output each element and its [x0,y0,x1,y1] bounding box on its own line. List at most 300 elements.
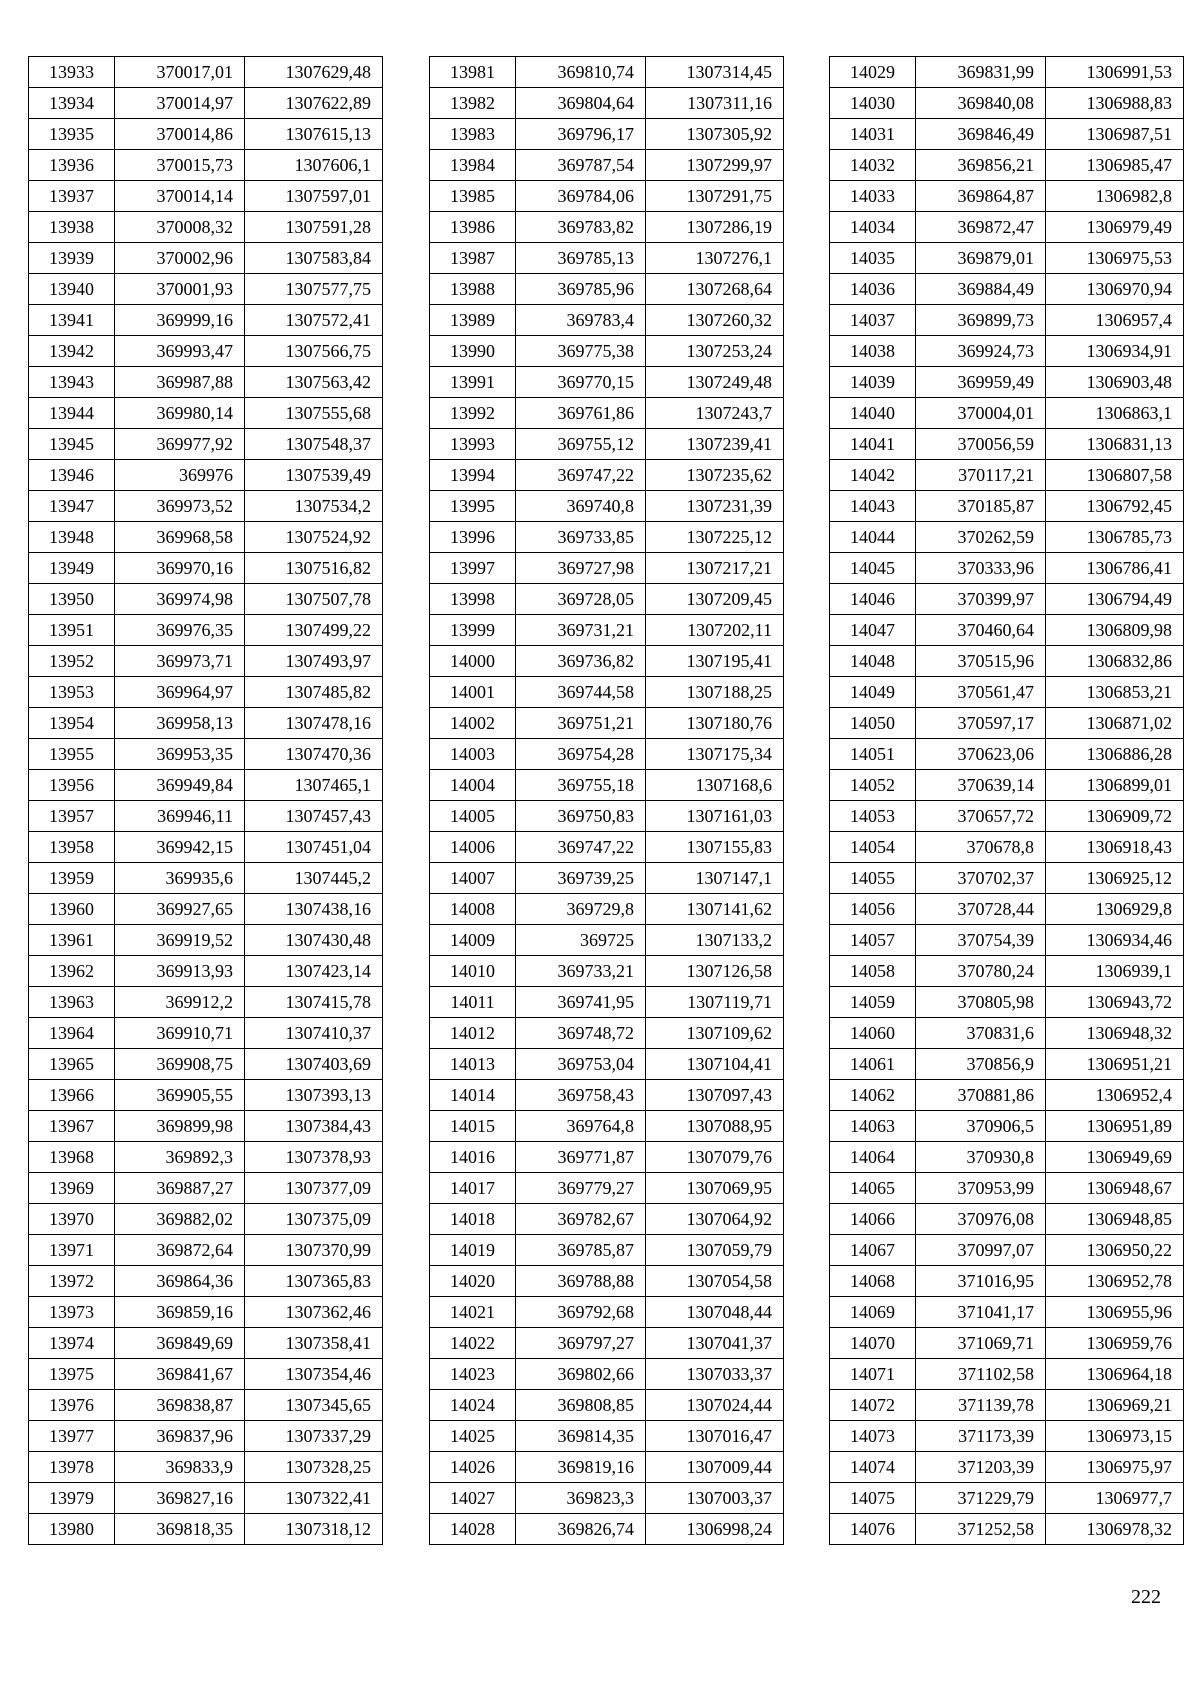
y-coordinate-cell: 1306948,67 [1046,1173,1184,1204]
y-coordinate-cell: 1306957,4 [1046,305,1184,336]
point-id-cell: 13959 [29,863,115,894]
y-coordinate-cell: 1307249,48 [646,367,784,398]
table-row [830,1049,1184,1080]
x-coordinate-cell: 369993,47 [115,336,245,367]
point-id-cell: 14003 [430,739,516,770]
y-coordinate-cell: 1307318,12 [245,1514,383,1545]
x-coordinate-cell: 369728,05 [516,584,646,615]
table-row [430,57,784,88]
y-coordinate-cell: 1306886,28 [1046,739,1184,770]
point-id-cell: 13976 [29,1390,115,1421]
point-id-cell: 13947 [29,491,115,522]
y-coordinate-cell: 1307155,83 [646,832,784,863]
table-row [29,801,383,832]
point-id-cell: 14033 [830,181,916,212]
y-coordinate-cell: 1306809,98 [1046,615,1184,646]
point-id-cell: 13997 [430,553,516,584]
y-coordinate-cell: 1306955,96 [1046,1297,1184,1328]
table-row [29,1514,383,1545]
x-coordinate-cell: 369808,85 [516,1390,646,1421]
x-coordinate-cell: 370014,14 [115,181,245,212]
y-coordinate-cell: 1307591,28 [245,212,383,243]
point-id-cell: 13972 [29,1266,115,1297]
table-row [830,1421,1184,1452]
y-coordinate-cell: 1306973,15 [1046,1421,1184,1452]
x-coordinate-cell: 371016,95 [916,1266,1046,1297]
x-coordinate-cell: 370754,39 [916,925,1046,956]
x-coordinate-cell: 370623,06 [916,739,1046,770]
x-coordinate-cell: 370001,93 [115,274,245,305]
table-row [430,1328,784,1359]
table-row [830,88,1184,119]
table-row [29,1390,383,1421]
x-coordinate-cell: 369744,58 [516,677,646,708]
x-coordinate-cell: 369892,3 [115,1142,245,1173]
table-row [430,305,784,336]
x-coordinate-cell: 370515,96 [916,646,1046,677]
point-id-cell: 13954 [29,708,115,739]
point-id-cell: 14018 [430,1204,516,1235]
y-coordinate-cell: 1306939,1 [1046,956,1184,987]
x-coordinate-cell: 369818,35 [115,1514,245,1545]
x-coordinate-cell: 369864,36 [115,1266,245,1297]
x-coordinate-cell: 371139,78 [916,1390,1046,1421]
point-id-cell: 13990 [430,336,516,367]
x-coordinate-cell: 369912,2 [115,987,245,1018]
y-coordinate-cell: 1307507,78 [245,584,383,615]
x-coordinate-cell: 369840,08 [916,88,1046,119]
x-coordinate-cell: 369973,71 [115,646,245,677]
table-row [830,1390,1184,1421]
table-row [430,1142,784,1173]
x-coordinate-cell: 370056,59 [916,429,1046,460]
y-coordinate-cell: 1307457,43 [245,801,383,832]
table-row [29,274,383,305]
x-coordinate-cell: 369884,49 [916,274,1046,305]
y-coordinate-cell: 1307337,29 [245,1421,383,1452]
x-coordinate-cell: 369837,96 [115,1421,245,1452]
y-coordinate-cell: 1307493,97 [245,646,383,677]
table-row [430,1514,784,1545]
x-coordinate-cell: 369783,4 [516,305,646,336]
coordinate-table-2 [429,56,784,1545]
y-coordinate-cell: 1307445,2 [245,863,383,894]
y-coordinate-cell: 1307606,1 [245,150,383,181]
point-id-cell: 13978 [29,1452,115,1483]
point-id-cell: 14071 [830,1359,916,1390]
point-id-cell: 14061 [830,1049,916,1080]
table-row [830,584,1184,615]
y-coordinate-cell: 1307377,09 [245,1173,383,1204]
y-coordinate-cell: 1307188,25 [646,677,784,708]
table-row [830,1142,1184,1173]
table-row [830,646,1184,677]
y-coordinate-cell: 1307403,69 [245,1049,383,1080]
x-coordinate-cell: 369959,49 [916,367,1046,398]
y-coordinate-cell: 1307054,58 [646,1266,784,1297]
point-id-cell: 14074 [830,1452,916,1483]
point-id-cell: 14037 [830,305,916,336]
x-coordinate-cell: 369872,47 [916,212,1046,243]
table-row [430,708,784,739]
point-id-cell: 13970 [29,1204,115,1235]
table-row [830,336,1184,367]
x-coordinate-cell: 369725 [516,925,646,956]
table-row [830,491,1184,522]
x-coordinate-cell: 369810,74 [516,57,646,88]
point-id-cell: 13985 [430,181,516,212]
table-row [29,491,383,522]
y-coordinate-cell: 1307195,41 [646,646,784,677]
x-coordinate-cell: 369814,35 [516,1421,646,1452]
table-row [830,801,1184,832]
table-row [29,119,383,150]
y-coordinate-cell: 1307430,48 [245,925,383,956]
point-id-cell: 14007 [430,863,516,894]
point-id-cell: 14026 [430,1452,516,1483]
table-row [430,553,784,584]
table-row [29,181,383,212]
y-coordinate-cell: 1306792,45 [1046,491,1184,522]
x-coordinate-cell: 371102,58 [916,1359,1046,1390]
table-row [430,1483,784,1514]
point-id-cell: 14029 [830,57,916,88]
y-coordinate-cell: 1307033,37 [646,1359,784,1390]
point-id-cell: 14005 [430,801,516,832]
point-id-cell: 14014 [430,1080,516,1111]
y-coordinate-cell: 1307375,09 [245,1204,383,1235]
point-id-cell: 14019 [430,1235,516,1266]
x-coordinate-cell: 369849,69 [115,1328,245,1359]
x-coordinate-cell: 369910,71 [115,1018,245,1049]
x-coordinate-cell: 369758,43 [516,1080,646,1111]
y-coordinate-cell: 1306871,02 [1046,708,1184,739]
y-coordinate-cell: 1306964,18 [1046,1359,1184,1390]
y-coordinate-cell: 1307516,82 [245,553,383,584]
table-row [830,181,1184,212]
x-coordinate-cell: 369908,75 [115,1049,245,1080]
y-coordinate-cell: 1307345,65 [245,1390,383,1421]
table-row [830,367,1184,398]
y-coordinate-cell: 1307225,12 [646,522,784,553]
x-coordinate-cell: 369833,9 [115,1452,245,1483]
x-coordinate-cell: 369841,67 [115,1359,245,1390]
y-coordinate-cell: 1307059,79 [646,1235,784,1266]
x-coordinate-cell: 370262,59 [916,522,1046,553]
table-row [29,1018,383,1049]
point-id-cell: 14062 [830,1080,916,1111]
y-coordinate-cell: 1307104,41 [646,1049,784,1080]
y-coordinate-cell: 1306952,4 [1046,1080,1184,1111]
point-id-cell: 13950 [29,584,115,615]
table-row [430,181,784,212]
x-coordinate-cell: 369831,99 [916,57,1046,88]
table-row [29,770,383,801]
y-coordinate-cell: 1306970,94 [1046,274,1184,305]
y-coordinate-cell: 1307126,58 [646,956,784,987]
x-coordinate-cell: 371252,58 [916,1514,1046,1545]
y-coordinate-cell: 1306982,8 [1046,181,1184,212]
y-coordinate-cell: 1307202,11 [646,615,784,646]
point-id-cell: 13989 [430,305,516,336]
point-id-cell: 13987 [430,243,516,274]
point-id-cell: 14001 [430,677,516,708]
y-coordinate-cell: 1306794,49 [1046,584,1184,615]
table-row [29,987,383,1018]
table-row [830,1359,1184,1390]
x-coordinate-cell: 370333,96 [916,553,1046,584]
table-row [830,832,1184,863]
point-id-cell: 13937 [29,181,115,212]
point-id-cell: 14043 [830,491,916,522]
y-coordinate-cell: 1307048,44 [646,1297,784,1328]
x-coordinate-cell: 369964,97 [115,677,245,708]
y-coordinate-cell: 1307577,75 [245,274,383,305]
table-row [830,894,1184,925]
x-coordinate-cell: 369976,35 [115,615,245,646]
x-coordinate-cell: 369859,16 [115,1297,245,1328]
point-id-cell: 13949 [29,553,115,584]
y-coordinate-cell: 1307268,64 [646,274,784,305]
x-coordinate-cell: 369792,68 [516,1297,646,1328]
point-id-cell: 14030 [830,88,916,119]
point-id-cell: 13969 [29,1173,115,1204]
table-row [430,88,784,119]
x-coordinate-cell: 369882,02 [115,1204,245,1235]
table-row [430,1390,784,1421]
point-id-cell: 13995 [430,491,516,522]
point-id-cell: 14044 [830,522,916,553]
point-id-cell: 14039 [830,367,916,398]
table-row [29,1049,383,1080]
y-coordinate-cell: 1307539,49 [245,460,383,491]
y-coordinate-cell: 1306951,89 [1046,1111,1184,1142]
table-row [430,739,784,770]
point-id-cell: 14075 [830,1483,916,1514]
y-coordinate-cell: 1307451,04 [245,832,383,863]
point-id-cell: 14054 [830,832,916,863]
table-row [29,57,383,88]
point-id-cell: 14052 [830,770,916,801]
point-id-cell: 13942 [29,336,115,367]
point-id-cell: 14031 [830,119,916,150]
point-id-cell: 13982 [430,88,516,119]
x-coordinate-cell: 369913,93 [115,956,245,987]
point-id-cell: 14069 [830,1297,916,1328]
x-coordinate-cell: 369733,21 [516,956,646,987]
y-coordinate-cell: 1307566,75 [245,336,383,367]
y-coordinate-cell: 1306987,51 [1046,119,1184,150]
table-row [830,212,1184,243]
y-coordinate-cell: 1307572,41 [245,305,383,336]
table-row [29,1359,383,1390]
point-id-cell: 13992 [430,398,516,429]
point-id-cell: 13958 [29,832,115,863]
y-coordinate-cell: 1306899,01 [1046,770,1184,801]
point-id-cell: 13996 [430,522,516,553]
table-row [29,243,383,274]
x-coordinate-cell: 370930,8 [916,1142,1046,1173]
y-coordinate-cell: 1307470,36 [245,739,383,770]
table-row [430,491,784,522]
table-row [430,274,784,305]
y-coordinate-cell: 1307465,1 [245,770,383,801]
table-row [29,739,383,770]
y-coordinate-cell: 1307415,78 [245,987,383,1018]
table-row [430,150,784,181]
point-id-cell: 13955 [29,739,115,770]
table-row [830,1514,1184,1545]
y-coordinate-cell: 1306831,13 [1046,429,1184,460]
x-coordinate-cell: 369949,84 [115,770,245,801]
y-coordinate-cell: 1306959,76 [1046,1328,1184,1359]
table-row [830,1328,1184,1359]
y-coordinate-cell: 1306978,32 [1046,1514,1184,1545]
table-row [29,1483,383,1514]
table-row [830,863,1184,894]
y-coordinate-cell: 1307041,37 [646,1328,784,1359]
x-coordinate-cell: 369785,13 [516,243,646,274]
x-coordinate-cell: 369924,73 [916,336,1046,367]
y-coordinate-cell: 1306975,97 [1046,1452,1184,1483]
point-id-cell: 14012 [430,1018,516,1049]
table-row [29,615,383,646]
table-row [29,1421,383,1452]
y-coordinate-cell: 1307393,13 [245,1080,383,1111]
y-coordinate-cell: 1307079,76 [646,1142,784,1173]
x-coordinate-cell: 369784,06 [516,181,646,212]
y-coordinate-cell: 1306991,53 [1046,57,1184,88]
point-id-cell: 14038 [830,336,916,367]
table-row [29,1204,383,1235]
y-coordinate-cell: 1307597,01 [245,181,383,212]
x-coordinate-cell: 369856,21 [916,150,1046,181]
y-coordinate-cell: 1307009,44 [646,1452,784,1483]
table-row [29,460,383,491]
point-id-cell: 13952 [29,646,115,677]
x-coordinate-cell: 369785,96 [516,274,646,305]
point-id-cell: 14047 [830,615,916,646]
table-row [430,1235,784,1266]
table-row [29,553,383,584]
x-coordinate-cell: 369974,98 [115,584,245,615]
y-coordinate-cell: 1307217,21 [646,553,784,584]
x-coordinate-cell: 369826,74 [516,1514,646,1545]
y-coordinate-cell: 1307109,62 [646,1018,784,1049]
point-id-cell: 14058 [830,956,916,987]
x-coordinate-cell: 369751,21 [516,708,646,739]
point-id-cell: 13975 [29,1359,115,1390]
y-coordinate-cell: 1307485,82 [245,677,383,708]
y-coordinate-cell: 1307305,92 [646,119,784,150]
point-id-cell: 14009 [430,925,516,956]
point-id-cell: 14034 [830,212,916,243]
table-row [29,1111,383,1142]
point-id-cell: 13979 [29,1483,115,1514]
table-row [830,708,1184,739]
table-row [830,1266,1184,1297]
table-row [430,1111,784,1142]
point-id-cell: 13953 [29,677,115,708]
x-coordinate-cell: 370185,87 [916,491,1046,522]
x-coordinate-cell: 370906,5 [916,1111,1046,1142]
y-coordinate-cell: 1307243,7 [646,398,784,429]
point-id-cell: 13961 [29,925,115,956]
x-coordinate-cell: 369823,3 [516,1483,646,1514]
table-row [830,1235,1184,1266]
y-coordinate-cell: 1307370,99 [245,1235,383,1266]
x-coordinate-cell: 369729,8 [516,894,646,925]
point-id-cell: 14027 [430,1483,516,1514]
table-row [430,522,784,553]
point-id-cell: 14076 [830,1514,916,1545]
table-row [430,801,784,832]
table-row [430,367,784,398]
table-row [830,739,1184,770]
y-coordinate-cell: 1306969,21 [1046,1390,1184,1421]
x-coordinate-cell: 370008,32 [115,212,245,243]
point-id-cell: 13934 [29,88,115,119]
point-id-cell: 14048 [830,646,916,677]
x-coordinate-cell: 369919,52 [115,925,245,956]
y-coordinate-cell: 1307064,92 [646,1204,784,1235]
x-coordinate-cell: 370017,01 [115,57,245,88]
y-coordinate-cell: 1307097,43 [646,1080,784,1111]
x-coordinate-cell: 371229,79 [916,1483,1046,1514]
point-id-cell: 13957 [29,801,115,832]
table-row [830,398,1184,429]
y-coordinate-cell: 1306807,58 [1046,460,1184,491]
table-row [29,1452,383,1483]
point-id-cell: 14020 [430,1266,516,1297]
x-coordinate-cell: 369935,6 [115,863,245,894]
x-coordinate-cell: 371203,39 [916,1452,1046,1483]
point-id-cell: 13933 [29,57,115,88]
point-id-cell: 14041 [830,429,916,460]
x-coordinate-cell: 369958,13 [115,708,245,739]
point-id-cell: 14057 [830,925,916,956]
point-id-cell: 13948 [29,522,115,553]
y-coordinate-cell: 1307358,41 [245,1328,383,1359]
point-id-cell: 13963 [29,987,115,1018]
table-row [430,336,784,367]
x-coordinate-cell: 370953,99 [916,1173,1046,1204]
x-coordinate-cell: 370639,14 [916,770,1046,801]
x-coordinate-cell: 369741,95 [516,987,646,1018]
y-coordinate-cell: 1307147,1 [646,863,784,894]
point-id-cell: 14006 [430,832,516,863]
x-coordinate-cell: 369973,52 [115,491,245,522]
point-id-cell: 14040 [830,398,916,429]
coordinate-table-3 [829,56,1184,1545]
x-coordinate-cell: 369819,16 [516,1452,646,1483]
y-coordinate-cell: 1307622,89 [245,88,383,119]
y-coordinate-cell: 1307286,19 [646,212,784,243]
x-coordinate-cell: 370976,08 [916,1204,1046,1235]
table-row [430,460,784,491]
y-coordinate-cell: 1307024,44 [646,1390,784,1421]
point-id-cell: 13962 [29,956,115,987]
x-coordinate-cell: 369980,14 [115,398,245,429]
y-coordinate-cell: 1306975,53 [1046,243,1184,274]
table-row [29,305,383,336]
point-id-cell: 13935 [29,119,115,150]
table-row [29,925,383,956]
point-id-cell: 14045 [830,553,916,584]
table-row [29,956,383,987]
point-id-cell: 14056 [830,894,916,925]
y-coordinate-cell: 1306979,49 [1046,212,1184,243]
